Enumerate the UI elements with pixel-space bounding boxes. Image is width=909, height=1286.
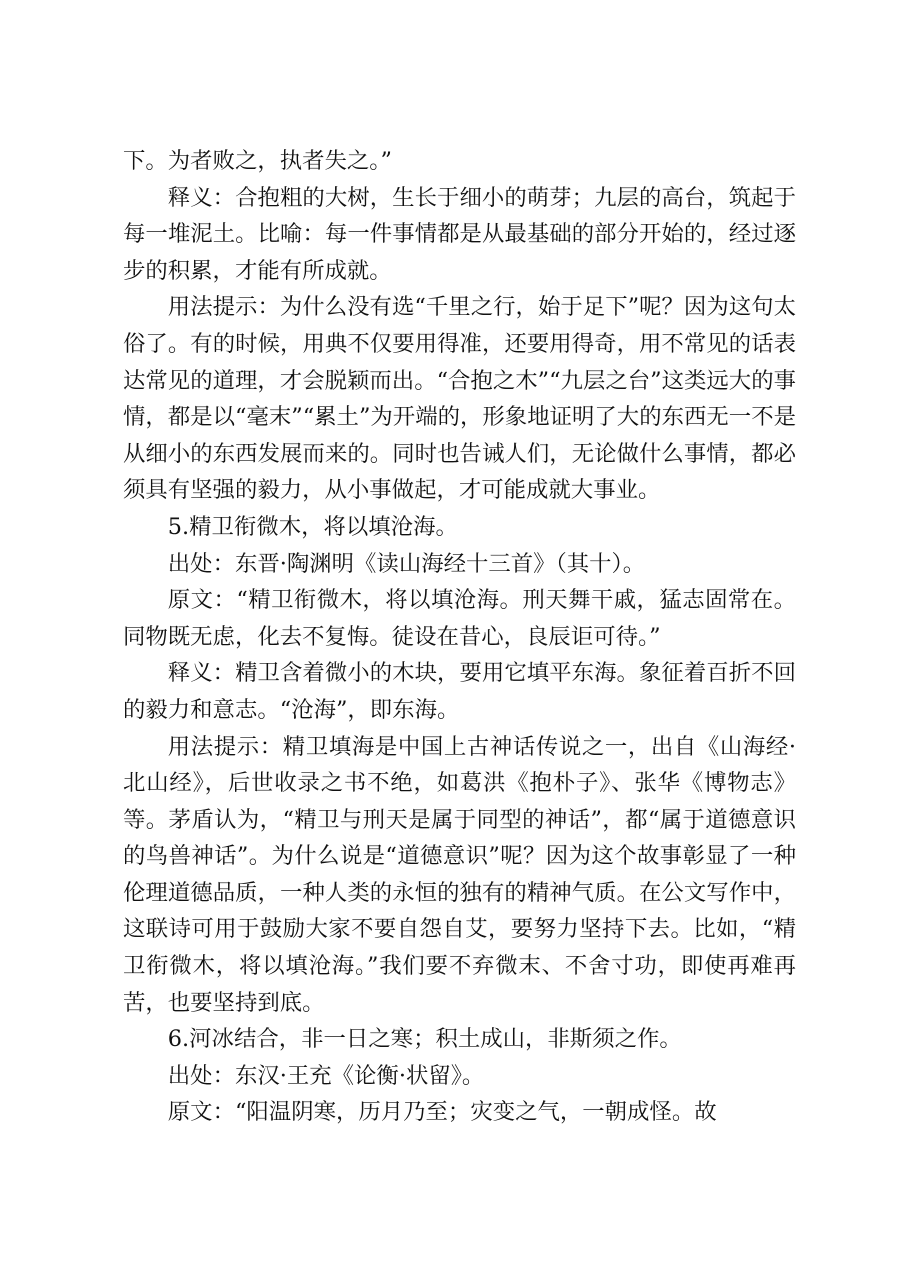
document-page — [123, 143, 796, 1131]
paragraph-source-6: 出处：东汉·王充《论衡·状留》。 — [167, 1062, 485, 1089]
paragraph-original-5: 原文：“精卫衔微木，将以填沧海。刑天舞干戚，猛志固常在。同物既无虑，化去不复悔。徒设在昔心，良辰讵可待。” — [123, 587, 796, 650]
paragraph-original-6: 原文：“阳温阴寒，历月乃至；灾变之气，一朝成怪。故 — [167, 1099, 717, 1126]
paragraph-interpretation-5: 释义：精卫含着微小的木块，要用它填平东海。象征着百折不回的毅力和意志。“沧海”，即东海。 — [123, 660, 796, 723]
paragraph-source-5: 出处：东晋·陶渊明《读山海经十三首》（其十）。 — [167, 550, 646, 577]
heading-item-5: 5.精卫衔微木，将以填沧海。 — [167, 513, 458, 540]
heading-item-6: 6.河冰结合，非一日之寒；积土成山，非斯须之作。 — [167, 1026, 682, 1053]
paragraph-usage-4: 用法提示：为什么没有选“千里之行，始于足下”呢？因为这句太俗了。有的时候，用典不仅要用得准，还要用得奇，用不常见的话表达常见的道理，才会脱颖而出。“合抱之木”“九层之台”这类远大的事情，都是以“毫末”“累土”为开端的，形象地证明了大的东西无一不是从细小的东西发展而来的。同时也告诫人们，无论做什么事情，都必须具有坚强的毅力，从小事做起，才可能成就大事业。 — [123, 294, 796, 504]
paragraph-usage-5: 用法提示：精卫填海是中国上古神话传说之一，出自《山海经·北山经》，后世收录之书不绝，如葛洪《抱朴子》、张华《博物志》等。茅盾认为，“精卫与刑天是属于同型的神话”，都“属于道德意识的鸟兽神话”。为什么说是“道德意识”呢？因为这个故事彰显了一种伦理道德品质，一种人类的永恒的独有的精神气质。在公文写作中，这联诗可用于鼓励大家不要自怨自艾，要努力坚持下去。比如，“精卫衔微木，将以填沧海。”我们要不弃微末、不舍寸功，即使再难再苦，也要坚持到底。 — [123, 733, 796, 1016]
paragraph-interpretation-4: 释义：合抱粗的大树，生长于细小的萌芽；九层的高台，筑起于每一堆泥土。比喻：每一件事情都是从最基础的部分开始的，经过逐步的积累，才能有所成就。 — [123, 184, 796, 284]
continuation-line: 下。为者败之，执者失之。” — [123, 148, 392, 174]
